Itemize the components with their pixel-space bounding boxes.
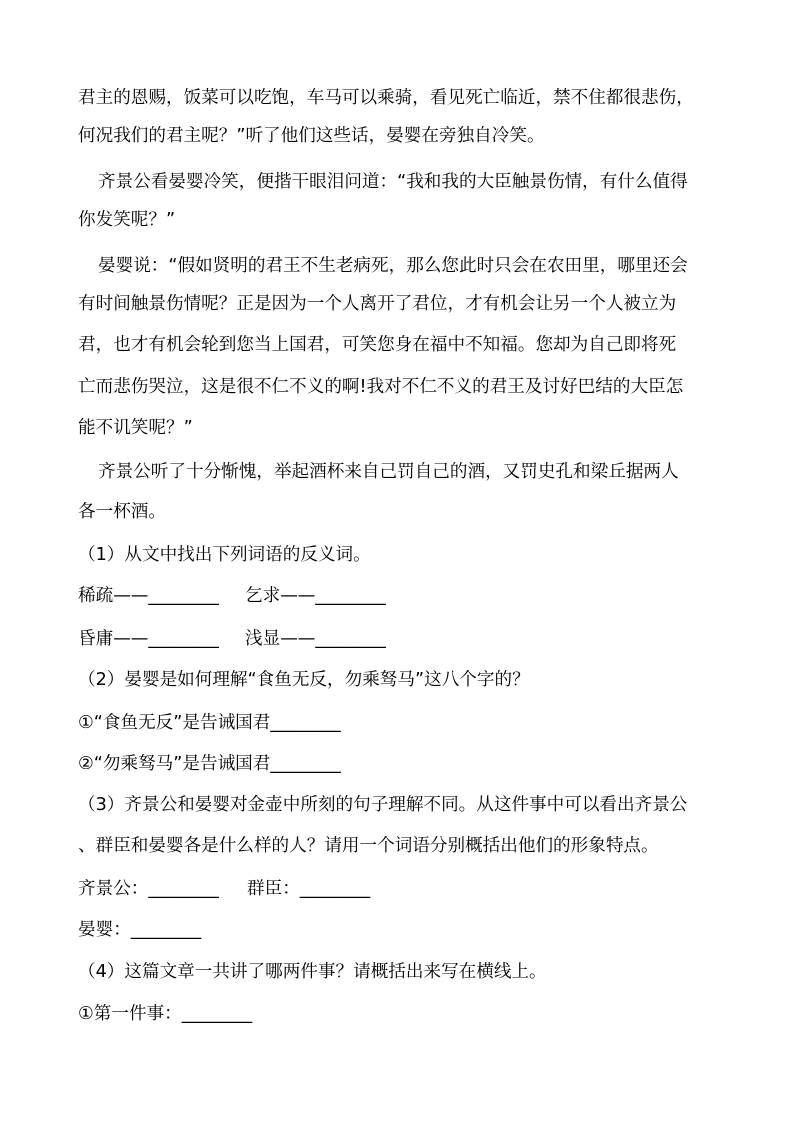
passage-line-7: 君，也才有机会轮到您当上国君，可笑您身在福中不知福。您却为自己即将死 — [78, 335, 677, 355]
passage-line-11: 各一杯酒。 — [78, 502, 166, 522]
q4-item-1: ①第一件事：________ — [78, 1004, 253, 1024]
passage-line-3: 齐景公看晏婴冷笑，便揩干眼泪问道：“我和我的大臣触景伤情，有什么值得 — [98, 172, 688, 192]
q2-item-1: ①“食鱼无反”是告诫国君________ — [78, 713, 341, 733]
passage-line-1: 君主的恩赐，饭菜可以吃饱，车马可以乘骑，看见死亡临近，禁不住都很悲伤， — [78, 88, 694, 108]
passage-line-6: 有时间触景伤情呢？正是因为一个人离开了君位，才有机会让另一个人被立为 — [78, 294, 677, 314]
q1-answer-2: 乞求——________ — [245, 586, 386, 606]
q2-item-2: ②“勿乘驽马”是告诫国君________ — [78, 754, 341, 774]
passage-line-9: 能不讥笑呢？” — [78, 418, 193, 438]
q1-answer-3: 昏庸——________ — [78, 629, 219, 649]
passage-line-8: 亡而悲伤哭泣，这是很不仁不义的啊!我对不仁不义的君王及讨好巴结的大臣怎 — [78, 377, 684, 397]
q1-answer-1: 稀疏——________ — [78, 586, 219, 606]
passage-line-10: 齐景公听了十分惭愧，举起酒杯来自己罚自己的酒，又罚史孔和梁丘据两人 — [98, 462, 679, 482]
passage-line-4: 你发笑呢？” — [78, 210, 176, 230]
q3-answer-qunchen: 群臣：________ — [247, 879, 371, 899]
question-2-title: （2）晏婴是如何理解“食鱼无反，勿乘驽马”这八个字的？ — [78, 670, 530, 690]
question-3-title-line-1: （3）齐景公和晏婴对金壶中所刻的句子理解不同。从这件事中可以看出齐景公 — [78, 795, 688, 815]
question-1-title: （1）从文中找出下列词语的反义词。 — [78, 545, 371, 565]
question-3-title-line-2: 、群臣和晏婴各是什么样的人？请用一个词语分别概括出他们的形象特点。 — [78, 836, 659, 856]
q1-answer-4: 浅显——________ — [245, 629, 386, 649]
q3-answer-yanying: 晏婴：________ — [78, 920, 202, 940]
passage-line-5: 晏婴说：“假如贤明的君王不生老病死，那么您此时只会在农田里，哪里还会 — [98, 256, 688, 276]
question-4-title: （4）这篇文章一共讲了哪两件事？请概括出来写在横线上。 — [78, 962, 547, 982]
q3-answer-qijinggong: 齐景公：________ — [78, 879, 219, 899]
passage-line-2: 何况我们的君主呢？”听了他们这些话，晏婴在旁独自冷笑。 — [78, 126, 545, 146]
